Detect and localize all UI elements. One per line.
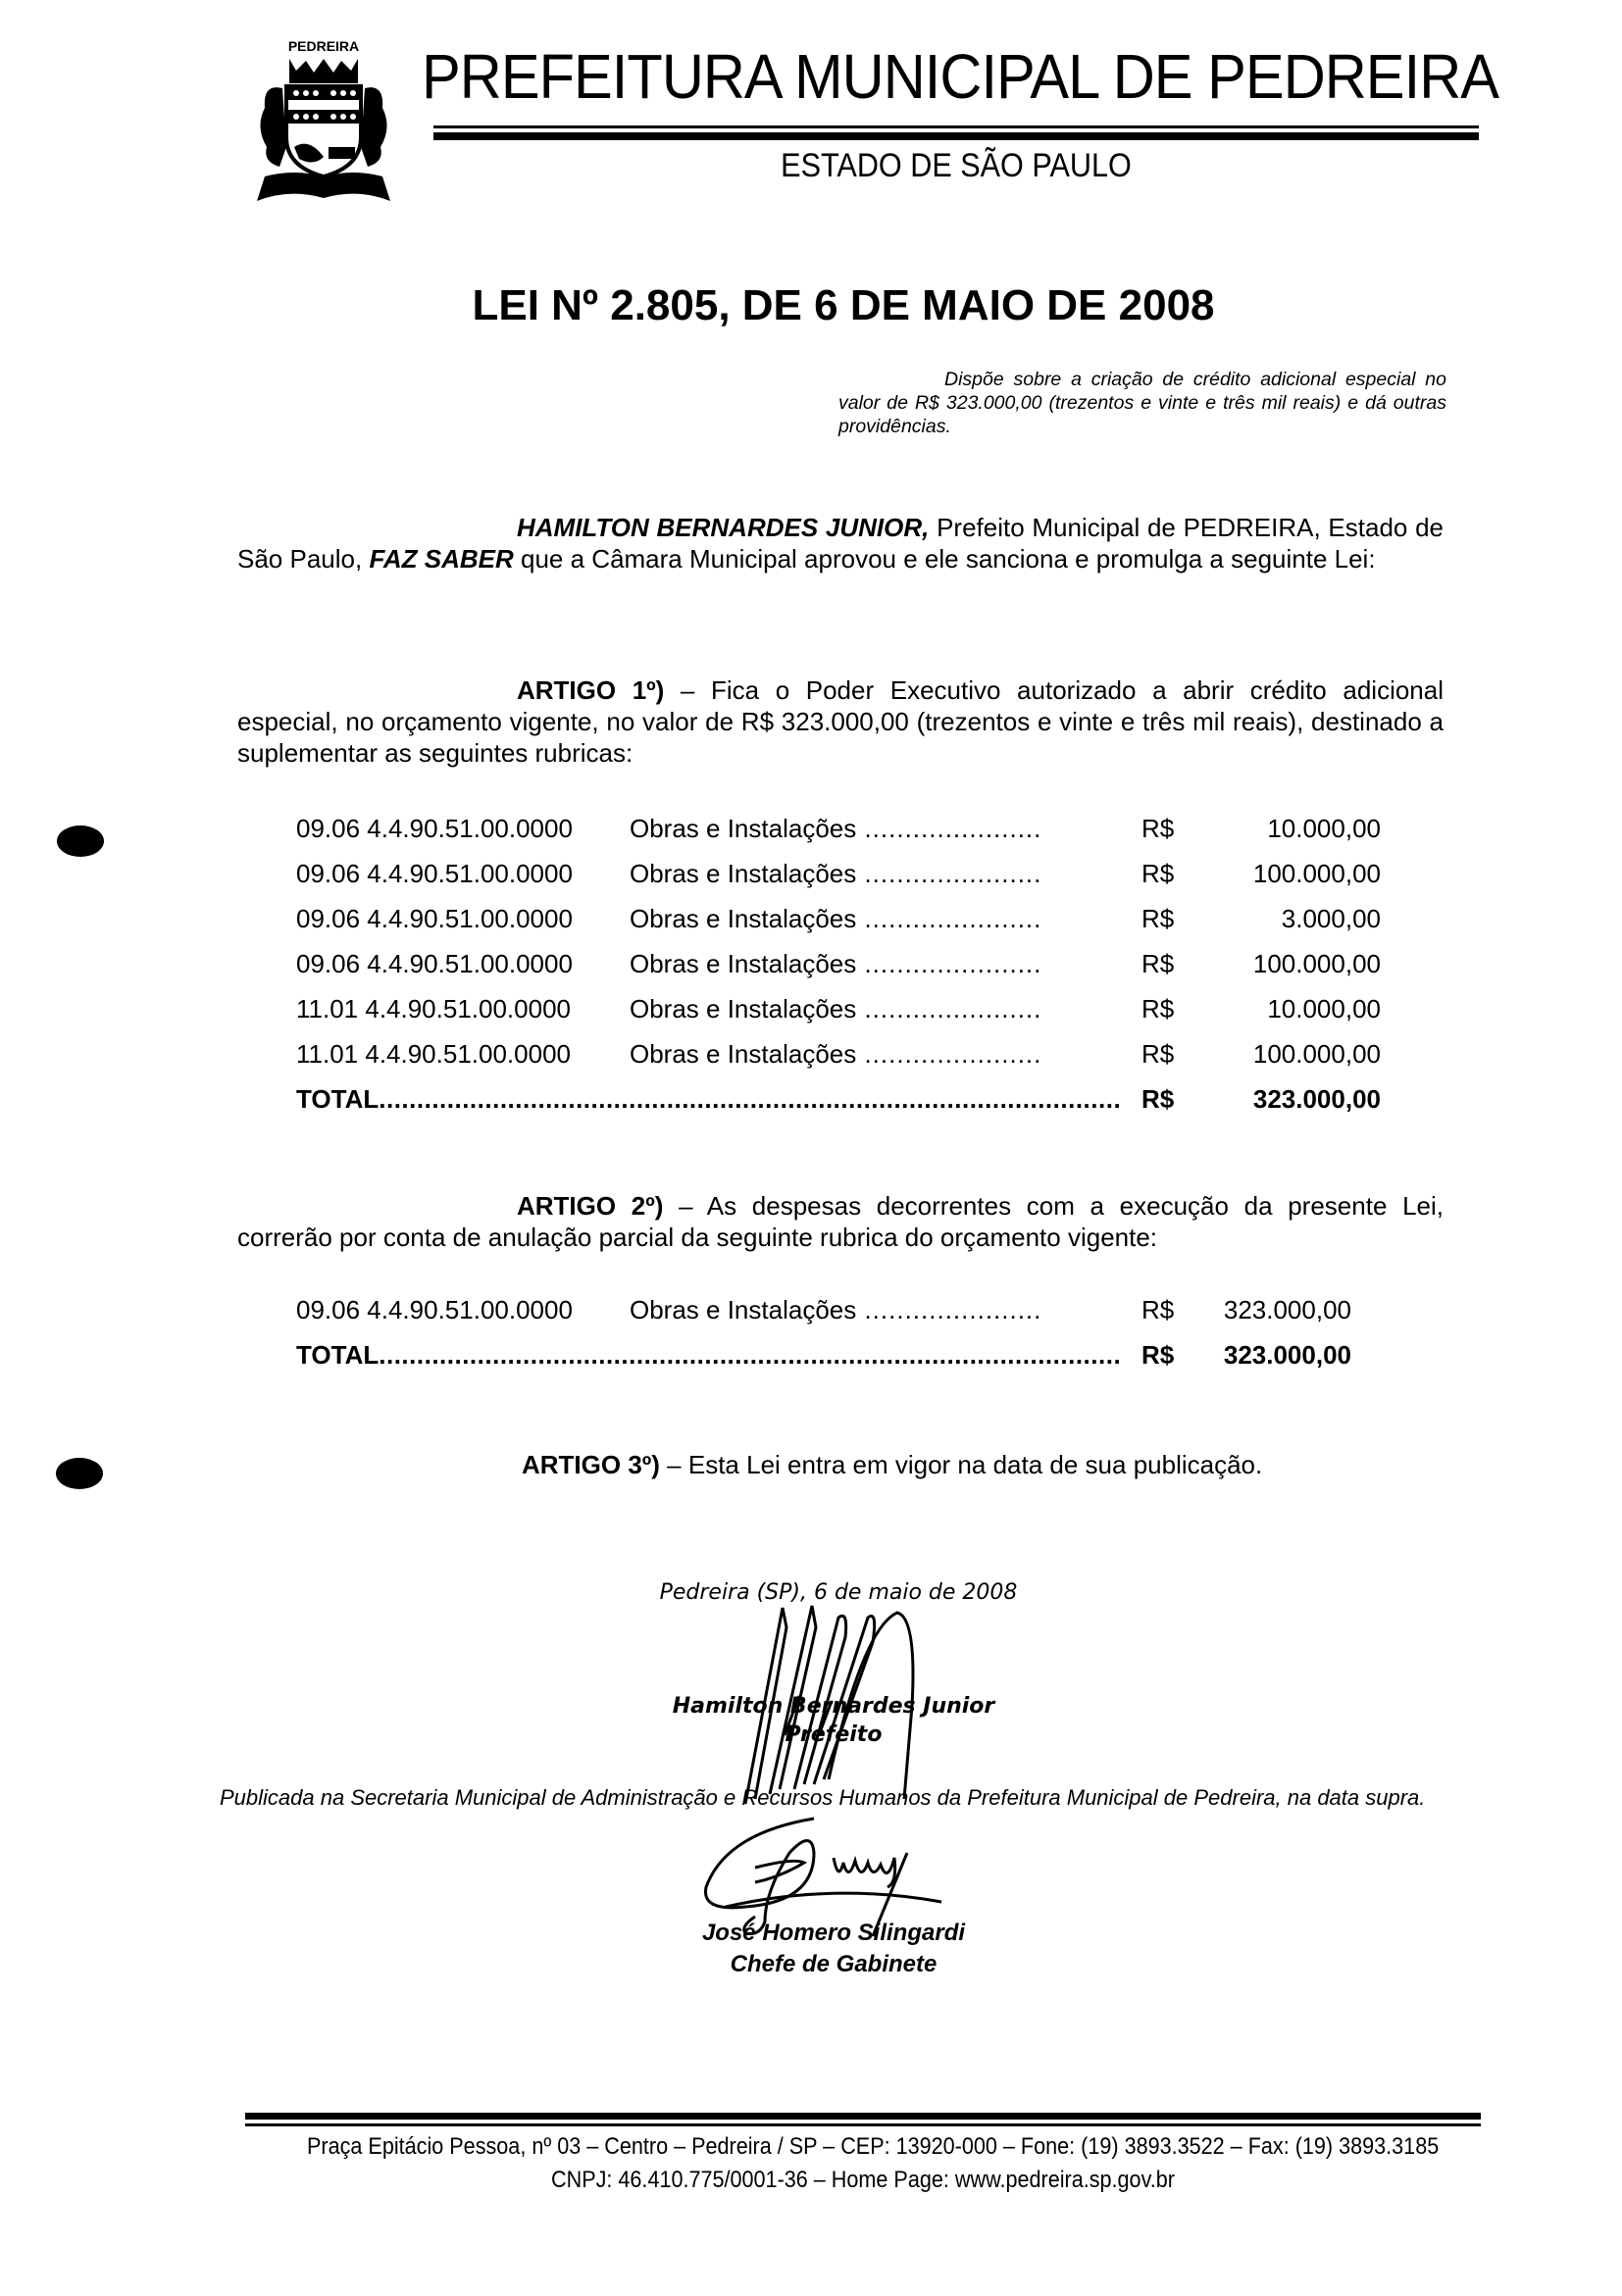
article-2 bbox=[237, 1190, 1444, 1253]
table-row bbox=[296, 1031, 1385, 1076]
publication-note: Publicada na Secretaria Municipal de Administração e Recursos Humanos da Prefeitura Municipal de Pedreira, na data supra. bbox=[220, 1785, 1426, 1810]
mayor-handwritten-signature-icon bbox=[726, 1588, 981, 1814]
faz-saber: FAZ SABER bbox=[369, 544, 514, 574]
table-row bbox=[296, 851, 1385, 896]
budget-code: 09.06 4.4.90.51.00.0000 bbox=[296, 949, 573, 978]
coat-of-arms-icon bbox=[235, 29, 412, 206]
article-1-label: ARTIGO 1º) bbox=[517, 675, 665, 705]
table-row bbox=[296, 941, 1385, 986]
article-2-text: – As despesas decorrentes com a execução da presente Lei, correrão por conta de anulação parcial da seguinte rubrica do orçamento vigente: bbox=[237, 1191, 1444, 1252]
law-summary-text: Dispõe sobre a criação de crédito adicional especial no valor de R$ 323.000,00 (trezentos e vinte e três mil reais) e dá outras providências. bbox=[838, 369, 1446, 437]
table-row bbox=[296, 1287, 1355, 1332]
table-total-row bbox=[296, 1076, 1385, 1122]
header-divider bbox=[433, 125, 1479, 128]
amount: 100.000,00 bbox=[1252, 1039, 1381, 1069]
currency: R$ bbox=[1141, 1340, 1175, 1370]
budget-description: Obras e Instalações ..... bbox=[630, 986, 1041, 1031]
total-label: TOTAL ..... bbox=[296, 1076, 1120, 1122]
table-row bbox=[296, 986, 1385, 1031]
budget-description: Obras e Instalações ..... bbox=[630, 896, 1041, 941]
footer-divider bbox=[245, 2123, 1481, 2126]
table-row bbox=[296, 806, 1385, 851]
mayor-name-inline: HAMILTON BERNARDES JUNIOR, bbox=[517, 513, 930, 542]
article-1-text: – Fica o Poder Executivo autorizado a abrir crédito adicional especial, no orçamento vigente, no valor de R$ 323.000,00 (trezentos e vinte e três mil reais), destinado a suplementar as seguintes rubricas: bbox=[237, 675, 1444, 768]
preamble-text-2: que a Câmara Municipal aprovou e ele sanciona e promulga a seguinte Lei: bbox=[513, 544, 1376, 574]
table-row bbox=[296, 896, 1385, 941]
currency: R$ bbox=[1141, 859, 1175, 888]
budget-description: Obras e Instalações ..... bbox=[630, 1287, 1041, 1332]
footer-address: Praça Epitácio Pessoa, nº 03 – Centro – Pedreira / SP – CEP: 13920-000 – Fone: (19) 3893.3522 – Fax: (19) 3893.3185 bbox=[307, 2133, 1440, 2160]
article-2-budget-table bbox=[296, 1287, 1355, 1377]
footer-cnpj-website: CNPJ: 46.410.775/0001-36 – Home Page: www.pedreira.sp.gov.br bbox=[551, 2167, 1175, 2193]
footer-divider-thick bbox=[245, 2113, 1481, 2120]
place-and-date: Pedreira (SP), 6 de maio de 2008 bbox=[659, 1580, 1018, 1605]
preamble-paragraph bbox=[237, 512, 1444, 574]
article-3-text: – Esta Lei entra em vigor na data de sua publicação. bbox=[659, 1450, 1263, 1479]
law-summary bbox=[838, 368, 1446, 438]
amount: 100.000,00 bbox=[1252, 949, 1381, 978]
mayor-signatory-name: Hamilton Bernardes Junior bbox=[672, 1694, 995, 1719]
currency: R$ bbox=[1141, 814, 1175, 843]
amount: 10.000,00 bbox=[1267, 814, 1381, 843]
budget-code: 11.01 4.4.90.51.00.0000 bbox=[296, 994, 571, 1023]
budget-code: 09.06 4.4.90.51.00.0000 bbox=[296, 814, 573, 843]
amount: 323.000,00 bbox=[1223, 1295, 1351, 1324]
budget-code: 09.06 4.4.90.51.00.0000 bbox=[296, 904, 573, 933]
amount: 3.000,00 bbox=[1281, 904, 1381, 933]
crest-label: PEDREIRA bbox=[287, 38, 360, 54]
chief-signatory-role: Chefe de Gabinete bbox=[730, 1951, 938, 1977]
chief-signatory-name: José Homero Silingardi bbox=[701, 1920, 966, 1946]
law-title: LEI Nº 2.805, DE 6 DE MAIO DE 2008 bbox=[472, 281, 1215, 329]
table-total-row bbox=[296, 1332, 1355, 1377]
state-subtitle: ESTADO DE SÃO PAULO bbox=[781, 147, 1132, 184]
article-2-label: ARTIGO 2º) bbox=[517, 1191, 664, 1221]
total-amount: 323.000,00 bbox=[1223, 1340, 1351, 1370]
article-3-label: ARTIGO 3º) bbox=[522, 1450, 660, 1479]
currency: R$ bbox=[1141, 1295, 1175, 1324]
currency: R$ bbox=[1141, 904, 1175, 933]
organization-title: PREFEITURA MUNICIPAL DE PEDREIRA bbox=[422, 41, 1499, 112]
preamble-text-1: Prefeito Municipal de PEDREIRA, Estado de São Paulo, bbox=[237, 513, 1445, 574]
header-divider-thick bbox=[433, 132, 1479, 140]
currency: R$ bbox=[1141, 1039, 1175, 1069]
budget-code: 11.01 4.4.90.51.00.0000 bbox=[296, 1039, 571, 1069]
mayor-signatory-role: Prefeito bbox=[785, 1722, 883, 1747]
article-3 bbox=[522, 1449, 1404, 1480]
budget-description: Obras e Instalações ..... bbox=[630, 1031, 1041, 1076]
budget-description: Obras e Instalações ..... bbox=[630, 806, 1041, 851]
currency: R$ bbox=[1141, 994, 1175, 1023]
currency: R$ bbox=[1141, 949, 1175, 978]
article-1-budget-table bbox=[296, 806, 1385, 1122]
total-amount: 323.000,00 bbox=[1252, 1084, 1381, 1114]
currency: R$ bbox=[1141, 1084, 1175, 1114]
budget-description: Obras e Instalações ..... bbox=[630, 941, 1041, 986]
budget-description: Obras e Instalações ..... bbox=[630, 851, 1041, 896]
budget-code: 09.06 4.4.90.51.00.0000 bbox=[296, 1295, 573, 1324]
budget-code: 09.06 4.4.90.51.00.0000 bbox=[296, 859, 573, 888]
total-label: TOTAL ..... bbox=[296, 1332, 1120, 1377]
article-1 bbox=[237, 674, 1444, 769]
punch-hole-icon bbox=[57, 825, 104, 857]
amount: 10.000,00 bbox=[1267, 994, 1381, 1023]
amount: 100.000,00 bbox=[1252, 859, 1381, 888]
punch-hole-icon bbox=[56, 1458, 103, 1489]
